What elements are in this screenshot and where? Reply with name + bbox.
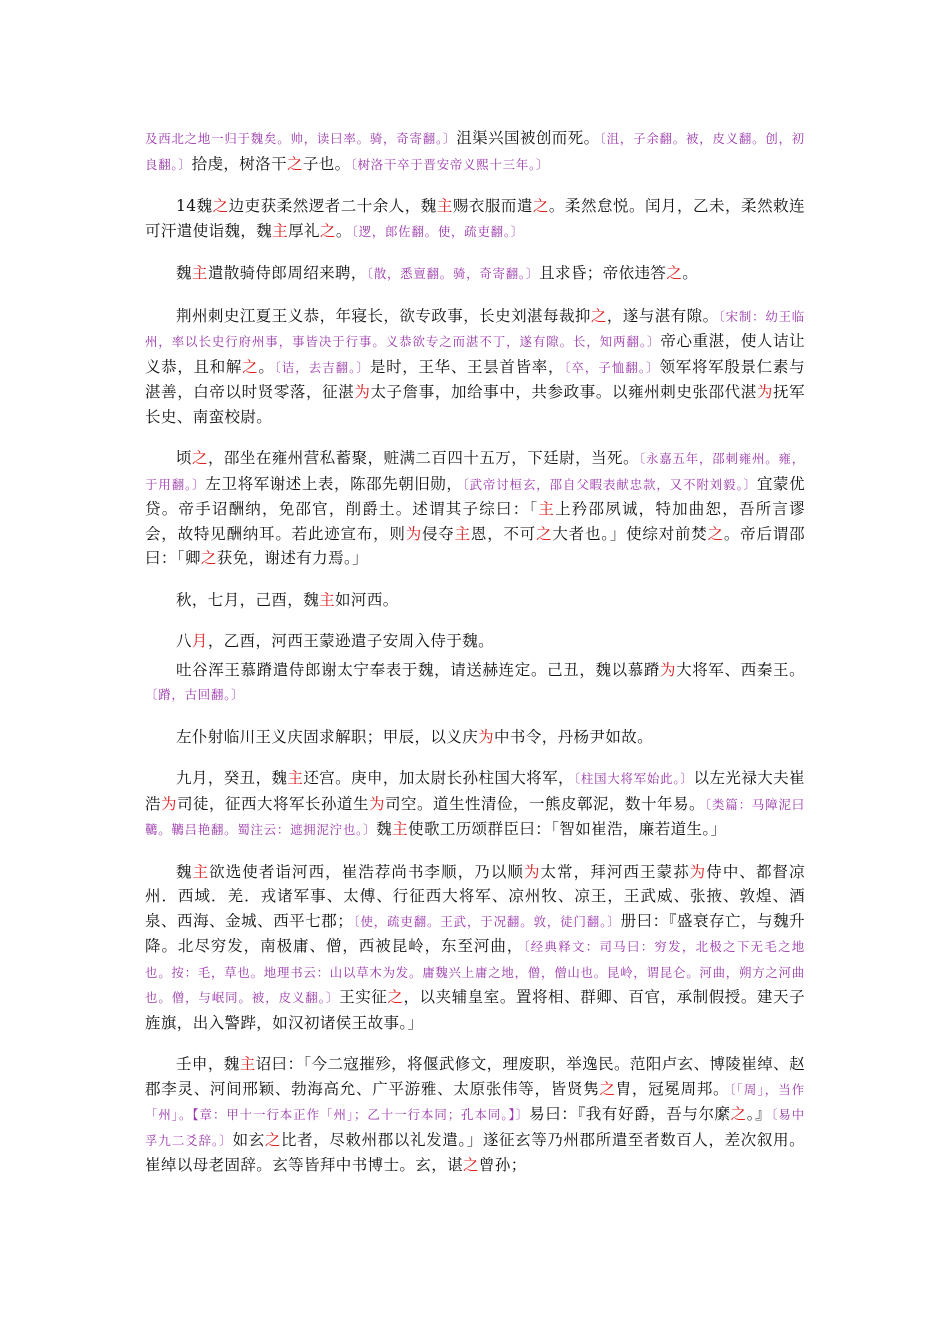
body-text: 。 — [258, 357, 275, 376]
body-text: 魏 — [176, 264, 192, 282]
paragraph — [145, 658, 805, 708]
annotation-note: 〔武帝讨桓玄，邵自父暇表献忠款，又不附刘毅。〕 — [462, 476, 757, 492]
annotation-note: 〔沮，子余翻。被，皮义翻。创，初良翻。〕 — [145, 131, 805, 172]
body-text: 大将军、西秦王。 — [676, 660, 805, 679]
body-text: 。 — [335, 221, 352, 240]
highlighted-character: 主 — [454, 524, 471, 543]
annotation-note: 〔卒，子恤翻。〕 — [564, 359, 660, 375]
body-text: 比者，尽敕州郡以礼发遣。」遂征玄等乃州郡所遣至者数百人，差次叙用。崔绰以母老固辞。玄等皆拜中书博士。玄，谌 — [145, 1130, 805, 1174]
body-text: 秋，七月，己酉，魏 — [176, 590, 320, 609]
body-text: 王实征 — [339, 988, 388, 1006]
body-text: 魏 — [376, 820, 393, 838]
body-text: 壬申，魏 — [176, 1055, 240, 1073]
annotation-note: 〔类篇：马障泥曰韀。韀吕艳翻。蜀注云：遮拥泥泞也。〕 — [145, 796, 805, 837]
body-text: 八 — [176, 632, 192, 650]
body-text: 。帝后谓邵曰：「卿 — [145, 524, 805, 567]
body-text: 太常，拜河西王蒙荪 — [540, 862, 690, 881]
highlighted-character: 之 — [599, 1079, 616, 1098]
body-text: 曾孙； — [478, 1156, 527, 1174]
body-text: 使歌工历颂群臣曰：「智如崔浩，廉若道生。」 — [408, 820, 727, 838]
body-text: 魏 — [176, 862, 193, 881]
body-text: 如河西。 — [335, 590, 399, 609]
highlighted-character: 之 — [536, 524, 553, 543]
body-text: 获免，谢述有力焉。」 — [216, 549, 369, 567]
annotation-note: 〔经典释文：司马曰：穷发，北极之下无毛之地也。按：毛，草也。地理书云：山以草木为发。庸魏兴上庸之地，僧，僧山也。昆岭，谓昆仑。河曲，朔方之河曲也。僧，与岷同。被，皮义翻。〕 — [145, 939, 805, 1005]
body-text: 左仆射临川王义庆固求解职；甲辰，以义庆 — [176, 727, 479, 746]
highlighted-character: 为 — [523, 862, 541, 881]
highlighted-character: 主 — [319, 590, 336, 609]
annotation-note: 〔散，悉亶翻。骑，奇寄翻。〕 — [366, 266, 540, 281]
highlighted-character: 之 — [264, 1130, 282, 1149]
highlighted-character: 主 — [192, 862, 210, 881]
paragraph — [145, 1052, 805, 1178]
highlighted-character: 主 — [239, 1055, 256, 1073]
paragraph — [145, 725, 805, 750]
body-text: 沮渠兴国被创而死。 — [456, 129, 600, 147]
body-text: 诏曰：「今二寇摧殄，将偃武修文，理废职，举逸民。范阳卢玄、博陵崔绰、赵郡李灵、河间邢颖、勃海高允、广平游雅、太原张伟等，皆贤隽 — [145, 1055, 805, 1098]
highlighted-character: 月 — [191, 632, 208, 650]
highlighted-character: 之 — [707, 524, 724, 543]
annotation-note: 〔树洛干卒于晋安帝义熙十三年。〕 — [350, 156, 550, 172]
highlighted-character: 之 — [242, 357, 259, 376]
body-text: 。 — [682, 264, 699, 282]
body-text: 册曰：『盛衰存亡，与魏升降。北尽穷发，南极庸、僧，西被昆岭，东至河曲， — [145, 911, 805, 955]
body-text: 司徒，征西大将军长孙道生 — [177, 794, 369, 813]
body-text: 司空。道生性清俭，一熊皮鄣泥，数十年易。 — [384, 794, 705, 813]
highlighted-character: 为 — [161, 794, 177, 813]
document-page — [145, 126, 805, 1195]
annotation-note: 〔蹐，古回翻。〕 — [145, 687, 245, 702]
body-text: 顷 — [176, 449, 192, 467]
body-text: ，乙酉，河西王蒙逊遣子安周入侍于魏。 — [207, 632, 495, 650]
body-text: 是时，王华、王昙首皆率， — [369, 357, 565, 376]
body-text: 侵夺 — [422, 524, 455, 543]
body-text: 九月，癸丑，魏 — [176, 769, 288, 787]
annotation-note: 〔宋制：幼王临州，率以长史行府州事，事皆决于行事。义恭欲专之而湛不丁，遂有隙。长，知两翻。〕 — [145, 308, 806, 349]
highlighted-character: 为 — [354, 383, 371, 401]
body-text: 拾虔，树洛干 — [191, 154, 287, 173]
body-text: 以左光禄大夫崔浩 — [145, 769, 805, 813]
annotation-note: 〔易中孚九二爻辞。〕 — [145, 1107, 805, 1148]
body-text: 大者也。」使综对前焚 — [552, 524, 708, 543]
annotation-note: 〔使，疏吏翻。王武，于况翻。敦，徒门翻。〕 — [353, 913, 621, 929]
annotation-note: 〔柱国大将军始此。〕 — [573, 771, 694, 786]
highlighted-character: 主 — [191, 264, 208, 282]
highlighted-character: 之 — [387, 988, 404, 1006]
highlighted-character: 为 — [405, 524, 423, 543]
highlighted-character: 之 — [590, 306, 607, 325]
body-text: 抚军长史、南蛮校尉。 — [145, 383, 806, 426]
body-text: 恩，不可 — [470, 524, 537, 543]
body-text: 上矜邵夙诚，特加曲恕，吾所言谬会，故特见酬纳耳。若此迹宣布，则 — [145, 500, 805, 543]
body-text: 赐衣服而遣 — [452, 197, 533, 215]
body-text: 侍中、都督凉州．西域．羌．戎诸军事、太傅、行征西大将军、凉州牧、凉王，王武威、张掖、敦煌、酒泉、西海、金城、西平七郡； — [145, 862, 805, 930]
annotation-note: 〔「周」，当作「州」。【章：甲十一行本正作「州」；乙十一行本同；孔本同。】〕 — [145, 1081, 805, 1122]
highlighted-character: 主 — [287, 769, 304, 787]
highlighted-character: 主 — [272, 221, 289, 240]
highlighted-character: 之 — [730, 1105, 747, 1123]
body-text: 厚礼 — [288, 221, 320, 240]
body-text: 。柔然怠悦。闰月，乙未，柔然敕连可汗遣使诣魏，魏 — [145, 197, 805, 240]
body-text: 吐谷浑王慕蹐遣侍郎谢太宁奉表于魏，请送赫连定。己丑，魏以慕蹐 — [176, 660, 661, 679]
highlighted-character: 之 — [463, 1156, 479, 1174]
body-text: 还宫。庚申，加太尉长孙柱国大将军， — [303, 769, 574, 787]
highlighted-character: 主 — [538, 500, 556, 518]
annotation-note: 及西北之地一归于魏矣。帅，读曰率。骑，奇寄翻。〕 — [145, 131, 457, 146]
annotation-note: 〔逻，郎佐翻。使，疏吏翻。〕 — [351, 223, 525, 239]
highlighted-character: 为 — [660, 660, 677, 679]
body-text: 左卫将军谢述上表，陈邵先朝旧勋， — [205, 474, 463, 493]
highlighted-character: 为 — [756, 383, 773, 401]
highlighted-character: 之 — [319, 221, 336, 240]
body-text: ，以夹辅皇室。置将相、群卿、百官，承制假授。建天子旌旗，出入警跸，如汉初诸侯王故事。」 — [145, 988, 805, 1032]
highlighted-character: 主 — [392, 820, 409, 838]
highlighted-character: 为 — [478, 727, 495, 746]
body-text: 欲选使者诣河西，崔浩荐尚书李顺，乃以顺 — [209, 862, 524, 881]
body-text: 胄，冠冕周邦。 — [615, 1079, 730, 1098]
body-text: 14魏 — [176, 197, 213, 215]
paragraph — [145, 194, 805, 244]
paragraph — [145, 629, 805, 654]
highlighted-character: 之 — [191, 449, 208, 467]
paragraph — [145, 126, 805, 177]
body-text: 易曰：『我有好爵，吾与尔縻 — [529, 1105, 731, 1123]
paragraph — [145, 304, 805, 430]
body-text: 遣散骑侍郎周绍来聘， — [207, 264, 367, 282]
body-text: 荆州刺史江夏王义恭，年寝长，欲专政事，长史刘湛每裁抑 — [176, 306, 591, 325]
body-text: 如玄 — [232, 1130, 265, 1149]
annotation-note: 〔永嘉五年，邵刺雍州。雍，于用翻。〕 — [145, 451, 805, 492]
body-text: 太子詹事，加给事中，共参政事。以雍州刺史张邵代湛 — [370, 383, 757, 401]
body-text: 帝心重湛，使人诘让义恭，且和解 — [145, 332, 805, 376]
body-text: 边吏获柔然逻者二十余人，魏 — [228, 197, 437, 215]
body-text: ，遂与湛有隙。 — [606, 306, 719, 325]
highlighted-character: 主 — [436, 197, 453, 215]
paragraph — [145, 261, 805, 287]
body-text: 领军将军殷景仁素与湛善，白帝以时贤零落，征湛 — [145, 357, 805, 401]
paragraph — [145, 766, 805, 843]
body-text: 子也。 — [302, 154, 351, 173]
highlighted-character: 之 — [286, 154, 303, 173]
body-text: 且求昏；帝依违答 — [539, 264, 667, 282]
body-text: 。』 — [746, 1105, 772, 1123]
highlighted-character: 之 — [666, 264, 683, 282]
annotation-note: 〔诘，去吉翻。〕 — [274, 359, 370, 375]
body-text: 中书令，丹杨尹如故。 — [494, 727, 654, 746]
body-text: ，邵坐在雍州营私蓄聚，赃满二百四十五万，下廷尉，当死。 — [207, 449, 639, 467]
paragraph — [145, 860, 805, 1036]
body-text: 宜蒙优贷。帝手诏酬纳，免邵官，削爵土。述谓其子综曰：「 — [145, 474, 805, 518]
paragraph — [145, 588, 805, 613]
highlighted-character: 为 — [368, 794, 385, 813]
highlighted-character: 之 — [200, 549, 217, 567]
paragraph — [145, 446, 805, 571]
highlighted-character: 之 — [532, 197, 549, 215]
highlighted-character: 之 — [212, 197, 229, 215]
highlighted-character: 为 — [689, 862, 707, 881]
